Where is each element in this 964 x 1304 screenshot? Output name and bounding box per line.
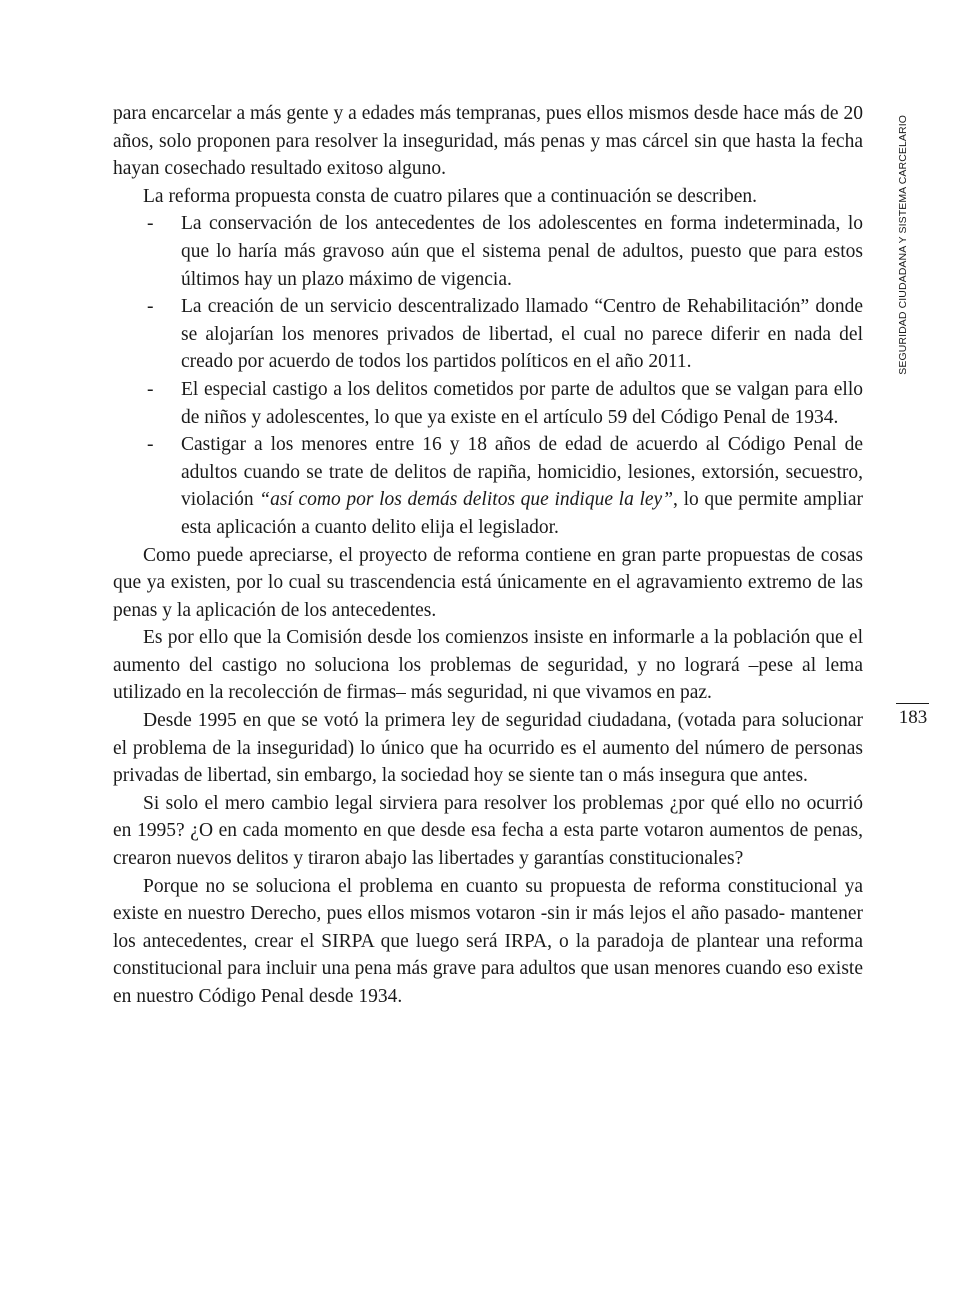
list-item-text-start: Castigar a los menores entre 16 y 18 años de edad de acuerdo al Código Penal de adultos cuando se trate de delitos de rapiña, homicidio, lesiones, extorsión, secuestro, violación	[181, 434, 863, 511]
body-text	[113, 100, 863, 1011]
paragraph-intro: para encarcelar a más gente y a edades más tempranas, pues ellos mismos desde hace más de 20 años, solo proponen para resolver la inseguridad, más penas y mas cárcel sin que hasta la fecha hayan cosechado resultado exitoso alguno.	[113, 103, 863, 180]
pillars-list	[113, 210, 863, 541]
paragraph-pillars: La reforma propuesta consta de cuatro pilares que a continuación se describen.	[143, 185, 757, 207]
paragraph-apreciarse: Como puede apreciarse, el proyecto de reforma contiene en gran parte propuestas de cosas que ya existen, por lo cual su trascendencia está únicamente en el agravamiento extremo de las penas y la aplicación de los antecedentes.	[113, 544, 863, 621]
paragraph-porque: Porque no se soluciona el problema en cuanto su propuesta de reforma constitucional ya existe en nuestro Derecho, pues ellos mismos votaron -sin ir más lejos el año pasado- mantener los antecedentes, crear el SIRPA que luego será IRPA, o la paradoja de plantear una reforma constitucional para incluir una pena más grave para adultos que usan menores cuando eso existe en nuestro Código Penal desde 1934.	[113, 875, 863, 1007]
bullet-dash: -	[147, 213, 154, 235]
list-item	[113, 431, 863, 541]
bullet-dash: -	[147, 434, 154, 456]
list-item-text: La creación de un servicio descentralizado llamado “Centro de Rehabilitación” donde se alojarían los menores privados de libertad, el cual no parece diferir en nada del creado por acuerdo de todos los partidos políticos en el año 2011.	[181, 296, 863, 373]
paragraph-1995: Desde 1995 en que se votó la primera ley de seguridad ciudadana, (votada para solucionar el problema de la inseguridad) lo único que ha ocurrido es el aumento del número de personas privadas de libertad, sin embargo, la sociedad hoy se siente tan o más insegura que antes.	[113, 710, 863, 787]
list-item	[113, 210, 863, 293]
list-item-text: El especial castigo a los delitos cometidos por parte de adultos que se valgan para ello de niños y adolescentes, lo que ya existe en el artículo 59 del Código Penal de 1934.	[181, 378, 863, 428]
bullet-dash: -	[147, 378, 154, 400]
paragraph-cambio-legal: Si solo el mero cambio legal sirviera para resolver los problemas ¿por qué ello no ocurrió en 1995? ¿O en cada momento en que desde esa fecha a esta parte votaron aumentos de penas, crearon nuevos delitos y tiraron abajo las libertades y garantías constitucionales?	[113, 792, 863, 870]
page-number: 183	[898, 707, 928, 728]
paragraph-comision: Es por ello que la Comisión desde los comienzos insiste en informarle a la población que el aumento del castigo no soluciona los problemas de seguridad, y no logrará –pese al lema utilizado en la recolección de firmas– más seguridad, ni que vivamos en paz.	[113, 627, 863, 704]
list-item-text: La conservación de los antecedentes de los adolescentes en forma indeterminada, lo que lo haría más gravoso aún que el sistema penal de adultos, puesto que para estos últimos hay un plazo máximo de vigencia.	[181, 213, 863, 290]
running-head-text: SEGURIDAD CIUDADANA Y SISTEMA CARCELARIO	[897, 114, 909, 375]
list-item	[113, 293, 863, 376]
page-number-rule	[896, 703, 929, 704]
list-item-quote: “así como por los demás delitos que indique la ley”	[259, 489, 674, 511]
running-head	[888, 102, 918, 387]
bullet-dash: -	[147, 296, 154, 318]
list-item-text-end: , lo que permite ampliar esta aplicación a cuanto delito elija el legislador.	[181, 489, 863, 538]
list-item	[113, 376, 863, 431]
